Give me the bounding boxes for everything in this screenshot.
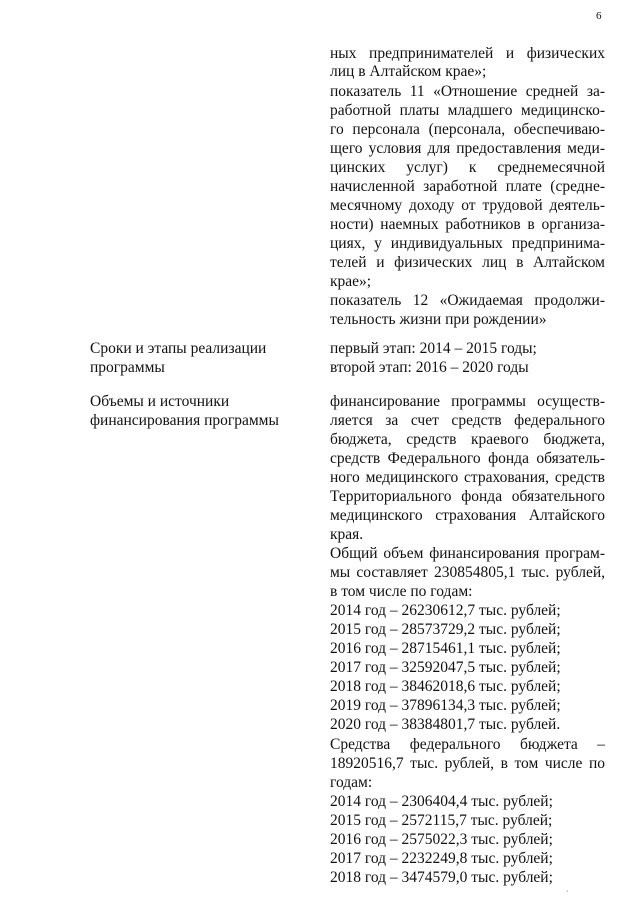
funding-value-line: Территориального фонда обязательного — [330, 488, 605, 505]
text-line: лиц в Алтайском крае»; — [330, 63, 487, 80]
funding-value-line: медицинского страхования Алтайского — [330, 507, 605, 524]
text-line: ных предпринимателей и физических — [330, 45, 605, 62]
page-number: 6 — [596, 10, 602, 22]
funding-value-line: ного медицинского страхования, средств — [330, 469, 605, 486]
funding-value-line: 2016 год – 28715461,1 тыс. рублей; — [330, 640, 561, 657]
funding-value-line: финансирование программы осуществ- — [330, 393, 605, 410]
funding-value-line: 18920516,7 тыс. рублей, в том числе по — [330, 755, 605, 772]
funding-value-line: Средства федерального бюджета – — [330, 736, 605, 753]
terms-value-line: второй этап: 2016 – 2020 годы — [330, 359, 529, 376]
funding-value-line: средств Федерального фонда обязатель- — [330, 450, 605, 467]
text-line: месячному доходу от трудовой деятель- — [330, 197, 605, 214]
funding-value-line: 2017 год – 32592047,5 тыс. рублей; — [330, 659, 561, 676]
terms-label-line: Сроки и этапы реализации — [90, 340, 267, 357]
funding-value-line: 2015 год – 28573729,2 тыс. рублей; — [330, 621, 561, 638]
funding-value-line: в том числе по годам: — [330, 583, 473, 600]
funding-label-line: Объемы и источники — [90, 393, 230, 410]
funding-value-line: 2016 год – 2575022,3 тыс. рублей; — [330, 831, 553, 848]
funding-value-line: 2017 год – 2232249,8 тыс. рублей; — [330, 850, 553, 867]
terms-value-line: первый этап: 2014 – 2015 годы; — [330, 340, 537, 357]
funding-value-line: 2018 год – 38462018,6 тыс. рублей; — [330, 678, 561, 695]
funding-value-line: 2018 год – 3474579,0 тыс. рублей; — [330, 869, 553, 886]
funding-value-line: 2020 год – 38384801,7 тыс. рублей. — [330, 716, 561, 733]
funding-value-line: 2015 год – 2572115,7 тыс. рублей; — [330, 812, 553, 829]
funding-value-line: ляется за счет средств федерального — [330, 412, 605, 429]
text-line: щего условия для предоставления меди- — [330, 140, 605, 157]
text-line: крае»; — [330, 273, 372, 290]
funding-value-line: 2014 год – 2306404,4 тыс. рублей; — [330, 793, 553, 810]
text-line: телей и физических лиц в Алтайском — [330, 254, 605, 271]
text-line: ности) наемных работников в организа- — [330, 216, 605, 233]
funding-value-line: бюджета, средств краевого бюджета, — [330, 431, 605, 448]
funding-value-line: Общий объем финансирования програм- — [330, 545, 605, 562]
text-line: тельность жизни при рождении» — [330, 311, 547, 328]
terms-label-line: программы — [90, 359, 165, 376]
funding-value-line: мы составляет 230854805,1 тыс. рублей, — [330, 564, 605, 581]
funding-value-line: 2014 год – 26230612,7 тыс. рублей; — [330, 602, 561, 619]
text-line: цинских услуг) к среднемесячной — [330, 159, 605, 176]
text-line: работной платы младшего медицинско- — [330, 102, 605, 119]
text-line: показатель 12 «Ожидаемая продолжи- — [330, 292, 605, 309]
text-line: показатель 11 «Отношение средней за- — [330, 83, 605, 100]
text-line: циях, у индивидуальных предпринима- — [330, 235, 605, 252]
scan-speck: · — [566, 887, 569, 896]
text-line: го персонала (персонала, обеспечиваю- — [330, 121, 605, 138]
funding-value-line: годам: — [330, 774, 373, 791]
funding-label-line: финансирования программы — [90, 412, 279, 429]
funding-value-line: 2019 год – 37896134,3 тыс. рублей; — [330, 697, 561, 714]
text-line: начисленной заработной плате (средне- — [330, 178, 605, 195]
funding-value-line: края. — [330, 526, 364, 543]
